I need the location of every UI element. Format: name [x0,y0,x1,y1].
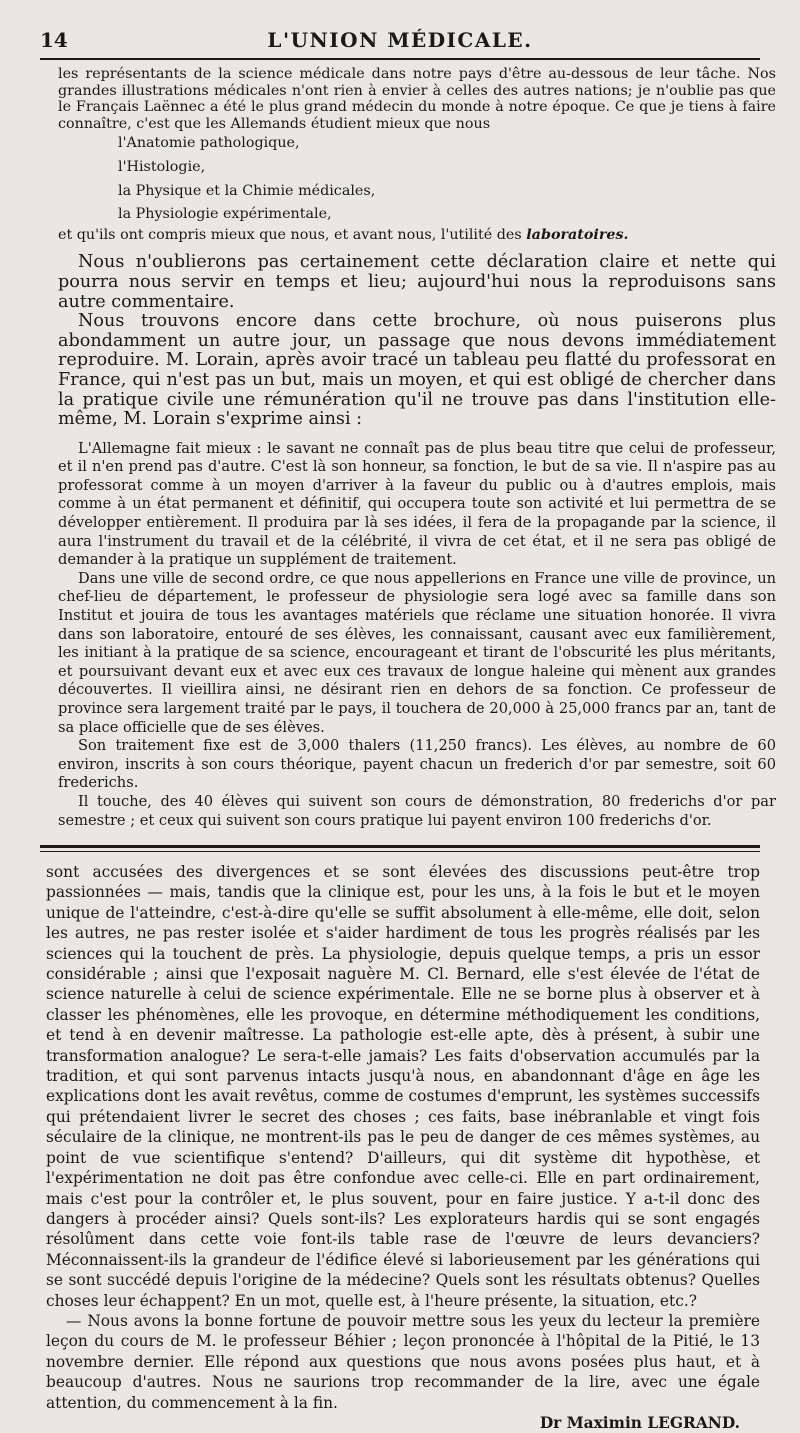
separator-thin-rule [40,851,760,852]
list-item: la Physique et la Chimie médicales, [118,182,376,199]
list-item: la Physiologie expérimentale, [118,206,332,223]
sciences-list [58,132,776,226]
quote-intro: les représentants de la science médicale dans notre pays d'être au-dessous de leur tâche. Nos grandes illustrations médicales n'ont rien à envier à celles des autres nations; je n'oublie pas que le Français Laënnec a été le plus grand médecin du monde à notre époque. Ce que je tiens à faire connaître, c'est que les Allemands étudient mieux que nous [58,66,776,132]
page-number: 14 [40,28,68,52]
paragraph-lorain: Nous trouvons encore dans cette brochure, où nous puiserons plus abondamment un autre jour, un passage que nous devons immédiatement reproduire. M. Lorain, après avoir tracé un tableau peu flatté du professorat en France, qui n'est pas un but, mais un moyen, et qui est obligé de chercher dans la pratique civile une rémunération qu'il ne trouve pas dans l'institution elle-même, M. Lorain s'exprime ainsi : [58,311,776,430]
page-header [40,28,760,56]
quote-province: Dans une ville de second ordre, ce que nous appellerions en France une ville de province, un chef-lieu de département, le professeur de physiologie sera logé avec sa famille dans son Institut et jouira de tous les avantages matériels que réclame une situation honorée. Il vivra dans son laboratoire, entouré de ses élèves, les connaissant, causant avec eux familièrement, les initiant à la pratique de sa science, encourageant et tirant de l'obscurité les plus méritants, et poursuivant devant eux et avec eux ces travaux de longue haleine qui mènent aux grandes découvertes. Il vieillira ainsi, ne désirant rien en dehors de sa fonction. Ce professeur de province sera largement traité par le pays, il touchera de 20,000 à 25,000 francs par an, tant de sa place officielle que de ses élèves. [58,569,776,736]
upper-column [58,66,776,830]
list-item: l'Histologie, [118,158,206,175]
quote-frederichs: Il touche, des 40 élèves qui suivent son cours de démonstration, 80 frederichs d'or par semestre ; et ceux qui suivent son cours pratique lui payent environ 100 frederichs d'or. [58,792,776,829]
quote-close [58,227,776,244]
quote-close-italic: laboratoires. [526,226,629,243]
quote-close-text: et qu'ils ont compris mieux que nous, et avant nous, l'utilité des [58,226,522,243]
feuilleton-paragraph: sont accusées des divergences et se sont élevées des discussions peut-être trop passionnées — mais, tandis que la clinique est, pour les uns, à la fois le but et le moyen unique de l'atteindre, c'est-à-dire qu'elle se suffit absolument à elle-même, elle doit, selon les autres, ne pas rester isolée et s'aider hardiment de tous les progrès réalisés par les sciences qui la touchent de près. La physiologie, depuis quelque temps, a pris un essor considérable ; ainsi que l'exposait naguère M. Cl. Bernard, elle s'est élevée de l'état de science naturelle à celui de science expérimentale. Elle ne se borne plus à observer et à classer les phénomènes, elle les provoque, en détermine méthodiquement les conditions, et tend à en devenir maîtresse. La pathologie est-elle apte, dès à présent, à subir une transformation analogue? Le sera-t-elle jamais? Les faits d'observation accumulés par la tradition, et qui sont parvenus intacts jusqu'à nous, en abandonnant d'âge en âge les explications dont les avait revêtus, comme de costumes d'emprunt, les systèmes successifs qui prétendaient livrer le secret des choses ; ces faits, base inébranlable et vingt fois séculaire de la clinique, ne montrent-ils pas le peu de danger de ces mêmes systèmes, au point de vue scientifique s'entend? D'ailleurs, qui dit système dit hypothèse, et l'expérimentation ne doit pas être confondue avec celle-ci. Elle en part ordinairement, mais c'est pour la contrôler et, le plus souvent, pour en faire justice. Y a-t-il donc des dangers à procéder ainsi? Quels sont-ils? Les explorateurs hardis qui se sont engagés résolûment dans cette voie font-ils table rase de l'œuvre de leurs devanciers? Méconnaissent-ils la grandeur de l'édifice élevé si laborieusement par les générations qui se sont succédé depuis l'origine de la médecine? Quels sont les résultats obtenus? Quelles choses leur échappent? En un mot, quelle est, à l'heure présente, la situation, etc.? [46,863,760,1310]
quote-allemagne: L'Allemagne fait mieux : le savant ne connaît pas de plus beau titre que celui de professeur, et il n'en prend pas d'autre. C'est là son honneur, sa fonction, le but de sa vie. Il n'aspire pas au professorat comme à un moyen d'arriver à la faveur du public ou à d'autres emplois, mais comme à un état permanent et définitif, qui occupera toute son activité et lui permettra de se développer entièrement. Il produira par là ses idées, il fera de la propagande par la science, il aura l'instrument du travail et de la célébrité, il vivra de cet état, et il ne sera pas obligé de demander à la pratique un supplément de traitement. [58,439,776,569]
paragraph-declaration: Nous n'oublierons pas certainement cette déclaration claire et nette qui pourra nous servir en temps et lieu; aujourd'hui nous la reproduisons sans autre commentaire. [58,252,776,312]
running-title: L'UNION MÉDICALE. [267,28,533,52]
feuilleton-paragraph-behier: — Nous avons la bonne fortune de pouvoir mettre sous les yeux du lecteur la première leçon du cours de M. le professeur Béhier ; leçon prononcée à l'hôpital de la Pitié, le 13 novembre dernier. Elle répond aux questions que nous avons posées plus haut, et à beaucoup d'autres. Nous ne saurions trop recommander de la lire, avec une égale attention, du commencement à la fin. [46,1311,760,1412]
list-item: l'Anatomie pathologique, [118,135,300,152]
header-rule [40,58,760,60]
feuilleton-separator [40,845,760,852]
feuilleton-column [46,862,760,1433]
author-signature: Dr Maximin LEGRAND. [539,1413,740,1432]
quote-traitement: Son traitement fixe est de 3,000 thalers (11,250 francs). Les élèves, au nombre de 60 environ, inscrits à son cours théorique, payent chacun un frederich d'or par semestre, soit 60 frederichs. [58,737,776,792]
separator-thick-rule [40,845,760,848]
